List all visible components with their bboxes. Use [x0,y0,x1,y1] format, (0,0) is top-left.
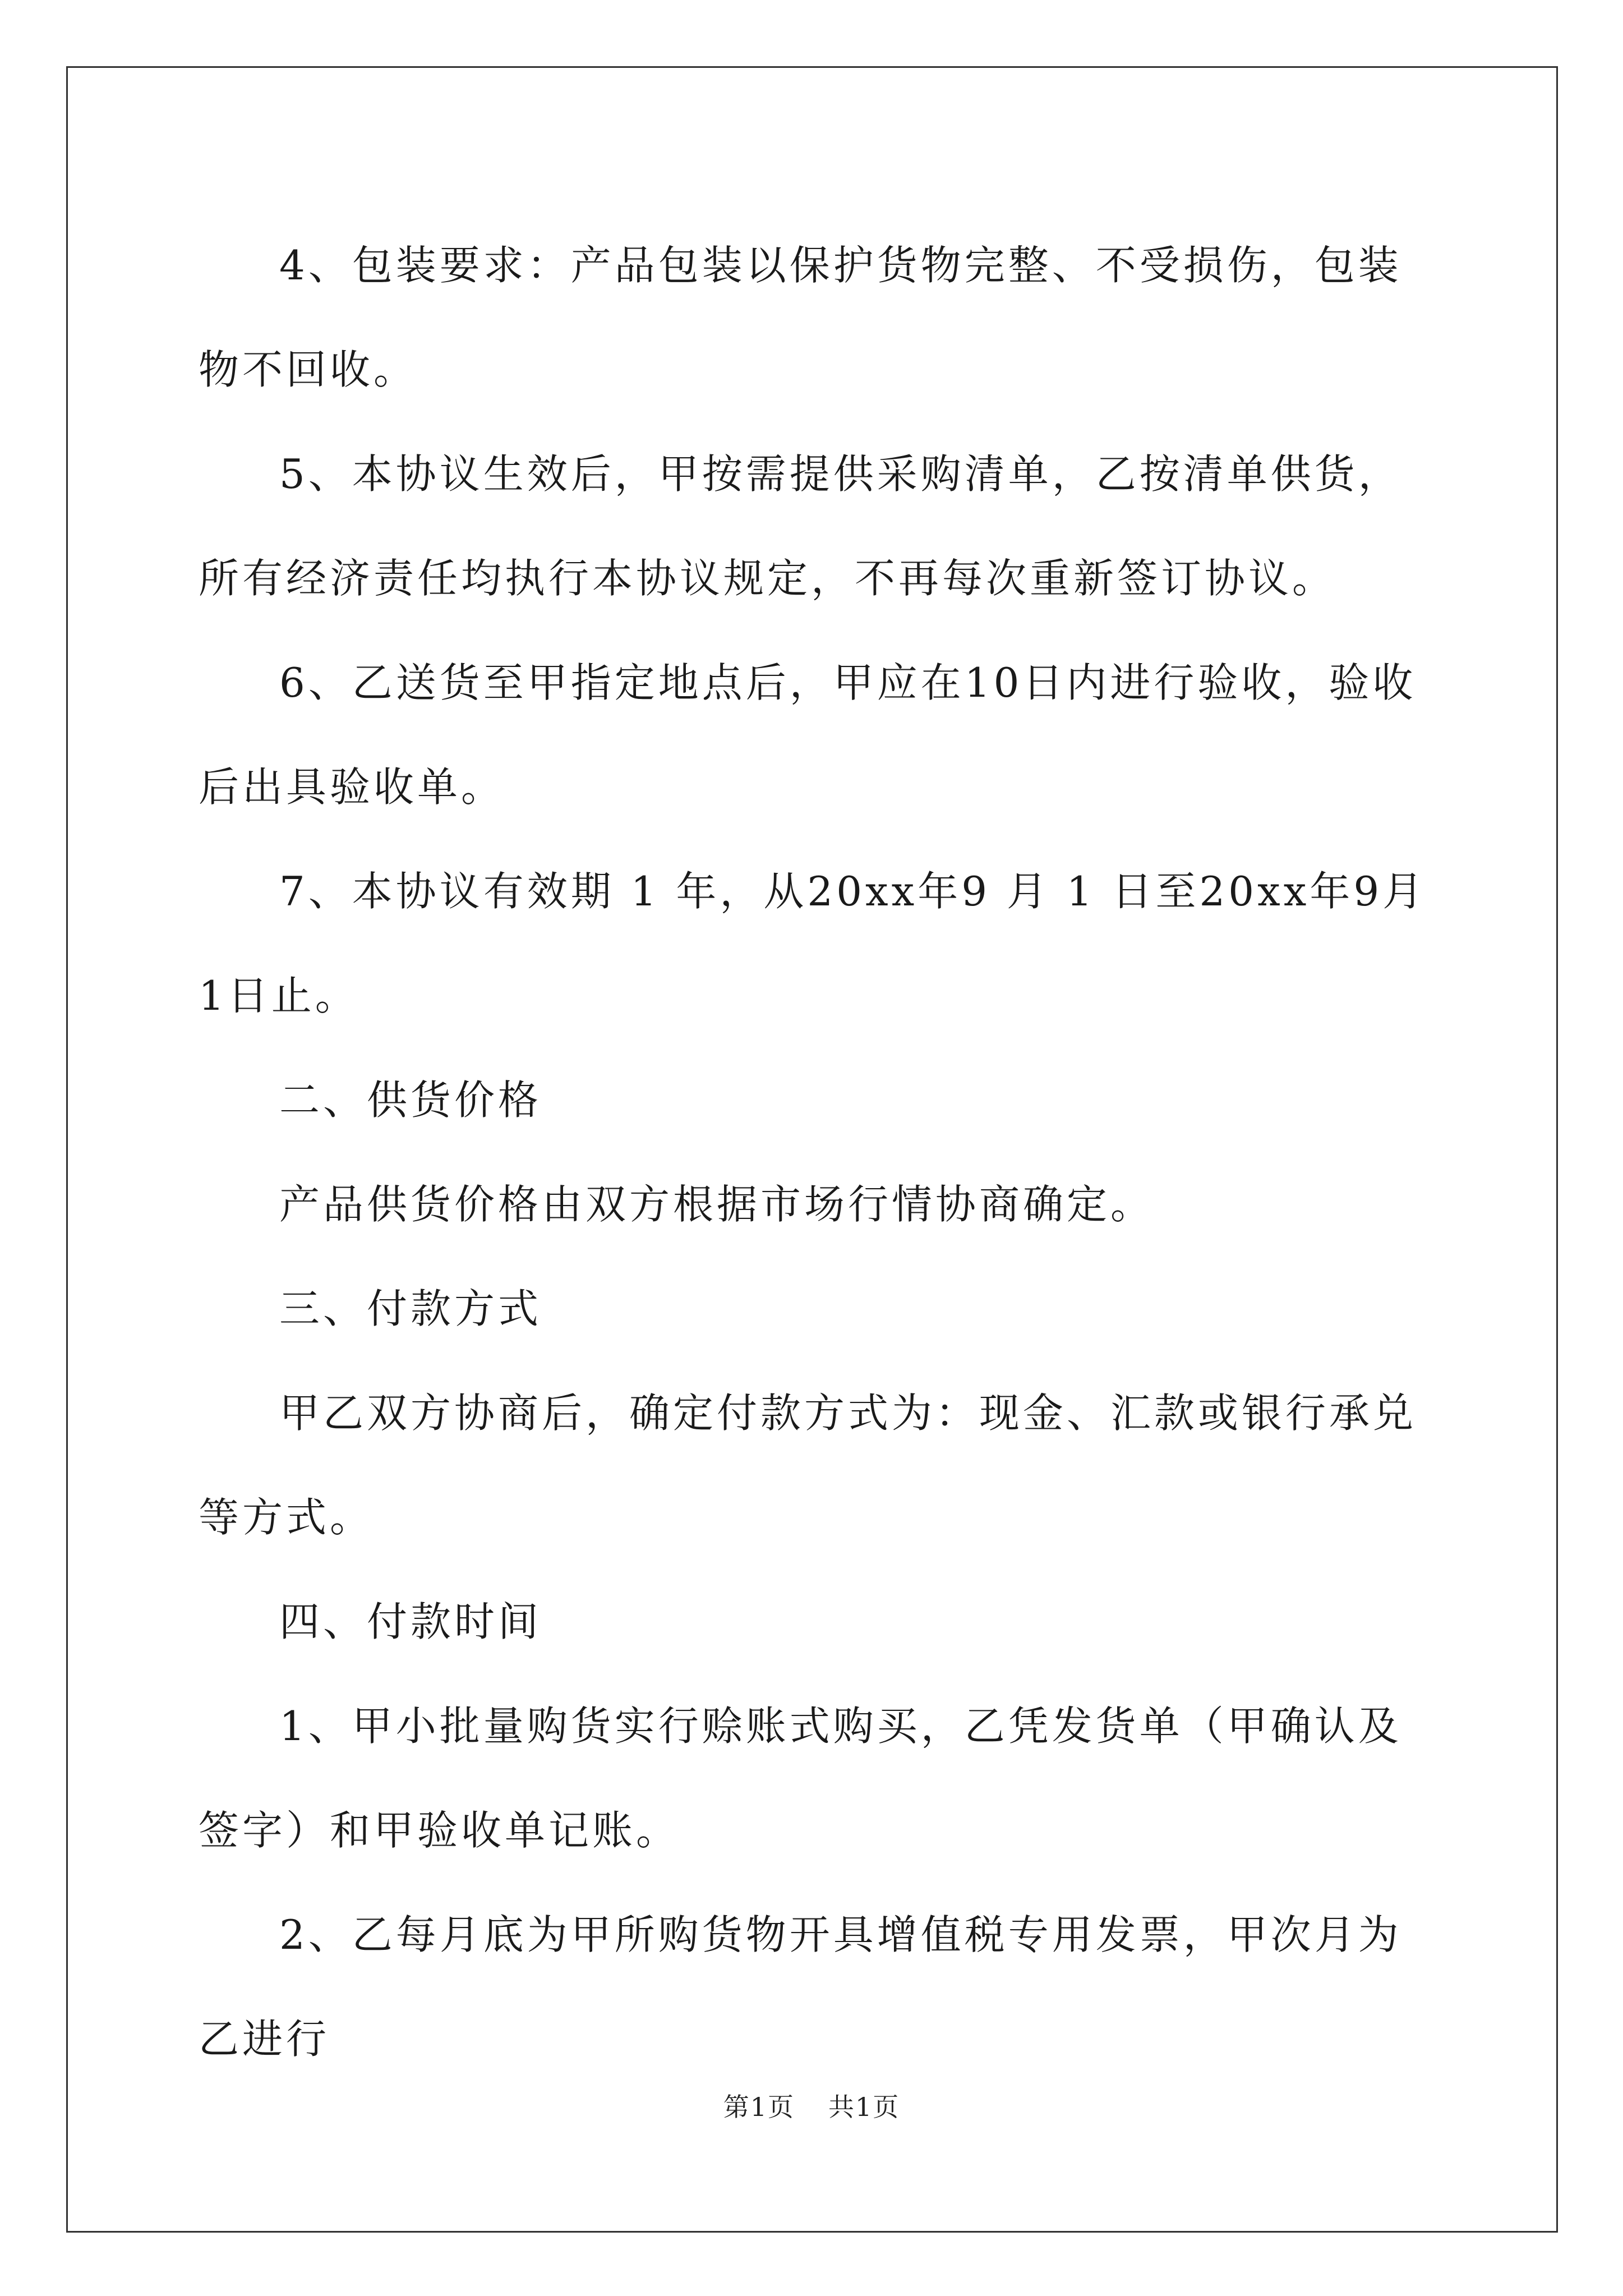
section-heading-payment-method: 三、付款方式 [279,1285,542,1332]
paragraph-effective: 5、本协议生效后，甲按需提供采购清单，乙按清单供货，所有经济责任均执行本协议规定，不再每次重新签订协议。 [199,450,1402,602]
paragraph-validity: 7、本协议有效期 1 年，从20xx年9 月 1 日至20xx年9月1日止。 [199,868,1427,1019]
paragraph-delivery: 6、乙送货至甲指定地点后，甲应在10日内进行验收，验收后出具验收单。 [199,659,1417,811]
page-footer [0,2087,1623,2124]
section-heading-price: 二、供货价格 [279,1076,542,1124]
document-body [199,213,1432,2091]
paragraph-packaging: 4、包装要求：产品包装以保护货物完整、不受损伤，包装物不回收。 [199,242,1402,393]
paragraph-credit-purchase: 1、甲小批量购货实行赊账式购买，乙凭发货单（甲确认及签字）和甲验收单记账。 [199,1703,1402,1854]
section-heading-payment-time: 四、付款时间 [279,1598,542,1645]
paragraph-invoice: 2、乙每月底为甲所购货物开具增值税专用发票，甲次月为乙进行 [199,1911,1402,2063]
paragraph-payment-method: 甲乙双方协商后，确定付款方式为：现金、汇款或银行承兑等方式。 [199,1389,1417,1541]
page-number: 第1页 [723,2092,795,2122]
page-total: 共1页 [828,2092,900,2122]
paragraph-price: 产品供货价格由双方根据市场行情协商确定。 [279,1181,1155,1228]
